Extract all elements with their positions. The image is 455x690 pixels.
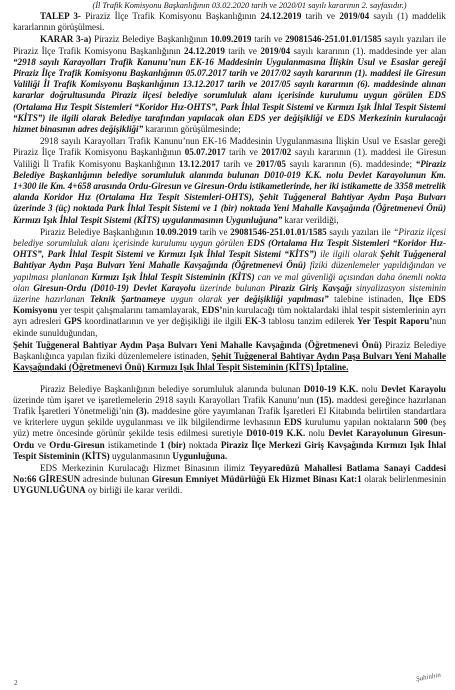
- text-run: 2019/04: [339, 11, 370, 21]
- text-run: uygulanmasının: [109, 450, 173, 461]
- page-header-note: (İl Trafik Komisyonu Başkanlığının 03.02.2020 tarih ve 2020/01 sayılı kararının 2. sayfasıdır.): [92, 1, 407, 10]
- text-run: Piraziz Belediye Başkanlığının: [91, 34, 211, 45]
- text-run: KARAR 3-a): [40, 34, 92, 45]
- text-run: Piraziz İlçe Merkezi Giriş Kavşağında Kırmızı Işık İhlal Tespit Sisteminin (KİTS): [13, 439, 446, 461]
- text-run: ve: [34, 439, 50, 450]
- text-run: D010-19 K.K.: [303, 383, 359, 394]
- text-run: maddesi gereğince hazırlanan Trafik İşaretleri Yönetmeliği’nin: [13, 394, 446, 416]
- text-run: Devlet Karayolu: [381, 383, 446, 394]
- text-run: oy birliği ile karar verildi.: [85, 485, 183, 496]
- text-run: GPS: [64, 316, 82, 327]
- text-run: D010-019 K.K.: [246, 428, 306, 439]
- text-run: adresinde bulunan: [80, 474, 152, 485]
- text-run: Piraziz Belediye Başkanlığının belediye sorumluluk alanında bulunan: [40, 383, 304, 394]
- text-run: Piraziz Belediye Başkanlığınca yapılan fiziki düzenlemelere istinaden,: [13, 339, 446, 362]
- text-run: uygun olarak: [165, 294, 228, 305]
- text-run: Yer Tespit Raporu’: [357, 316, 433, 327]
- text-run: sayılı kararının (6). maddesinde;: [285, 158, 416, 169]
- text-run: Giresun Emniyet Müdürlüğü Ek Hizmet Binası Kat:1: [151, 474, 362, 485]
- text-run: maddesine göre yayımlanan Trafik İşaretleri El Kitabında belirtilen standartlara ve kriterlere uygun şekilde uygulanması ve ilk bilgilendirme levhasının: [13, 405, 446, 428]
- text-run: sayılı kararının (1). maddesi ile Giresun Valiliği İl Trafik Komisyonu Başkanlığının: [13, 147, 446, 169]
- text-run: tablosu tanzim edilerek: [265, 316, 358, 327]
- text-run: Giresun-Ordu (D010-19) Devlet Karayolu: [33, 282, 196, 293]
- text-run: üzerinde bulunan: [195, 282, 270, 293]
- text-run: tarih ve: [219, 158, 257, 169]
- text-run: Teknik Şartnameye: [89, 294, 166, 305]
- text-run: “2918 sayılı Karayolları Trafik Kanunu’nun EK-16 Maddesinin Uygulanmasına İlişkin Usul ve Esaslar gereği Piraziz İlçe Trafik Komisyonu Başkanlığının 05.07.2017 tarih ve 2017/02 sayılı kararının (1). maddesi ile Giresun Valiliği İl Trafik Komisyonu Başkanlığının 13.12.2017 tarih ve 2017/05 sayılı kararının (6). maddesinde alınan kararlar doğrultusunda Piraziz ilçesi belediye sorumluluk alanı içerisinde kurulumu uygun görülen EDS (Ortalama Hız Tespit Sistemleri “Koridor Hız-OHTS”, Park İhlal Tespit Sistemi ve Kırmızı Işık İhlal Tespit Sistemi “KİTS”) ile ilgili olarak Belediye tarafından yapılacak olan EDS yer değişikliği ve EDS Merkezinin kurulacağı hizmet binasının adres değişikliği”: [13, 56, 446, 135]
- text-run: noktada: [185, 439, 221, 450]
- text-run: 13.12.2017: [178, 158, 220, 169]
- text-run: 2017/05: [256, 158, 286, 169]
- text-run: Devlet Karayolunun Giresun-Ordu: [13, 428, 446, 450]
- paragraph-7: [13, 463, 446, 497]
- text-run: Piraziz Belediye Başkanlığının: [40, 226, 157, 237]
- signature-initials: Şahinbin: [415, 670, 442, 684]
- paragraph-5: [13, 340, 446, 374]
- text-run: UYGUNLUĞUNA: [13, 485, 86, 496]
- text-run: “Piraziz Belediye Başkanlığının belediye sorumluluk alanında bulunan D010-019 K.K. nolu Devlet Karayolunun Km. 1+300 ile Km. 4+658 arasında Ordu-Giresun ve Giresun-Ordu istikametlerinde, her iki istikamette de 3358 metrelik alanda Koridor Hız (Ortalama Hız Tespit Sistemleri-OHTS), Şehit Tuğgeneral Bahtiyar Aydın Paşa Bulvarı üzerinde 3 (üç) noktada Park İhlal Tespit Sistemi ve 1 (bir) noktada Yeni Mahalle Kavşağında (Öğretmenevi Önü) Kırmızı Işık İhlal Tespit Sistemi (KİTS) uygulanmasının Uygunluğuna”: [13, 158, 446, 225]
- text-run: sayılı yazıları ile Piraziz İlçe Trafik Komisyonu Başkanlığının: [13, 34, 446, 56]
- text-run: EDS: [284, 417, 302, 428]
- text-run: Şehit Tuğgeneral Bahtiyar Aydın Paşa Bulvarı Yeni Mahalle Kavşağında (Öğretmenevi Önü): [13, 339, 382, 350]
- text-run: talebine istinaden,: [328, 294, 409, 305]
- text-run: sayılı yazıları ile: [326, 226, 394, 237]
- text-run: TALEP 3-: [40, 11, 81, 21]
- text-run: EDS’: [201, 305, 223, 316]
- text-run: 500: [413, 417, 428, 428]
- text-run: (3).: [136, 405, 149, 416]
- text-run: karar verildiği,: [282, 214, 339, 225]
- text-run: EDS (Ortalama Hız Tespit Sistemleri “Koridor Hız-OHTS”, Park İhlal Tespit Sistemi ve Kırmızı Işık İhlal Tespit Sistemi “KİTS”): [13, 238, 446, 260]
- text-run: EK-3: [244, 316, 266, 327]
- text-run: yer tespit çalışmalarını tamamlayarak,: [57, 305, 202, 316]
- text-run: “Piraziz ilçesi belediye sorumluluk alanı içerisinde kurulumu uygun görülen: [13, 226, 446, 249]
- text-run: (15).: [316, 394, 334, 405]
- text-run: Teyyaredüzü Mahallesi Batlama Sanayi Caddesi No:66 GİRESUN: [13, 462, 446, 485]
- page-number: 2: [14, 679, 18, 687]
- text-run: Şehit Tuğgeneral Bahtiyar Aydın Paşa Bulvarı Yeni Mahalle Kavşağında (Öğretmenevi Önü): [13, 249, 447, 271]
- text-run: 24.12.2019: [260, 11, 302, 21]
- text-run: Piraziz İlçe Trafik Komisyonu Başkanlığının: [80, 11, 261, 21]
- text-run: tarih ve: [251, 34, 286, 45]
- text-run: nolu: [358, 383, 382, 394]
- text-run: sayılı kararının (1). maddesinde yer alan: [290, 45, 447, 56]
- text-run: nun ekinde sunulduğundan,: [13, 316, 446, 338]
- text-run: tarih ve: [196, 226, 231, 237]
- text-run: tarih ve: [224, 45, 261, 56]
- text-run: koordinatlarının ve yer değişikliği ile ilgili: [81, 316, 245, 327]
- text-run: nin kurulacağı tüm noktalardaki ihlal tespit sistemlerinin ayrı ayrı adresleri: [13, 305, 446, 327]
- text-run: sayılı (1) maddelik kararlarının görüşülmesi.: [13, 11, 446, 33]
- text-run: (beş yüz) metre öncesinde görünür şekilde tesis edilmesi suretiyle: [13, 417, 447, 439]
- text-run: Ordu-Giresun: [49, 439, 105, 450]
- text-run: olarak belirlenmesinin: [361, 474, 446, 485]
- text-run: üzerinde tüm işaret ve işaretlemelerin 2918 sayılı Karayolları Trafik Kanunu’nun: [13, 394, 317, 405]
- text-run: fiziki düzenlemeler yapıldığından ve yapılması planlanan: [13, 260, 446, 282]
- text-run: 2918 sayılı Karayolları Trafik Kanunu’nun EK-16 Maddesinin Uygulanmasına İlişkin Usul ve Esaslar gereği Piraziz İlçe Trafik Komisyonu Başkanlığının: [13, 136, 446, 158]
- text-run: İlçe EDS Komisyonu: [13, 294, 446, 316]
- text-run: nolu: [305, 428, 329, 439]
- paragraph-6: [13, 384, 446, 462]
- text-run: 05.07.2017: [184, 147, 226, 158]
- paragraph-2: [13, 34, 446, 135]
- text-run: 1 (bir): [160, 439, 186, 450]
- text-run: Şehit Tuğgeneral Bahtiyar Aydın Paşa Bulvarı Yeni Mahalle Kavşağındaki (Öğretmenevi Önü) Kırmızı Işık İhlal Tespit Sisteminin (KİTS) İptaline.: [13, 351, 446, 373]
- text-run: 10.09.2019: [156, 226, 197, 237]
- text-run: Piraziz Giriş Kavşağı: [269, 282, 352, 293]
- document-body: [13, 11, 446, 497]
- text-run: kararının görüşülmesinde;: [143, 124, 241, 135]
- paragraph-4: [13, 227, 446, 339]
- text-run: EDS Merkezinin Kurulacağı Hizmet Binasının ilimiz: [40, 462, 250, 473]
- text-run: ile ilgili olarak: [316, 249, 381, 260]
- text-run: 10.09.2019: [210, 34, 252, 45]
- text-run: 2019/04: [260, 45, 291, 56]
- paragraph-3: [13, 136, 446, 226]
- text-run: istikametinde: [104, 439, 161, 450]
- text-run: yer değişikliği yapılması”: [227, 294, 329, 305]
- text-run: 2017/02: [261, 147, 292, 158]
- text-run: Uygunluğuna.: [172, 450, 228, 461]
- text-run: can ve mal güvenliği açısından daha önemli nokta olan: [13, 271, 447, 293]
- text-run: tarih ve: [301, 11, 340, 21]
- text-run: Kırmızı Işık İhlal Tespit Sisteminin (KİTS): [91, 271, 255, 282]
- paragraph-1: [13, 11, 446, 33]
- text-run: tarih ve: [225, 147, 262, 158]
- text-run: 29081546-251.01.01/1585: [285, 34, 382, 45]
- text-run: kurulumu yapılan noktaların: [301, 417, 414, 428]
- text-run: 24.12.2019: [183, 45, 225, 56]
- text-run: sinyalizasyon sisteminin üzerine hazırlanan: [13, 282, 446, 305]
- text-run: 29081546-251.01.01/1585: [230, 226, 327, 237]
